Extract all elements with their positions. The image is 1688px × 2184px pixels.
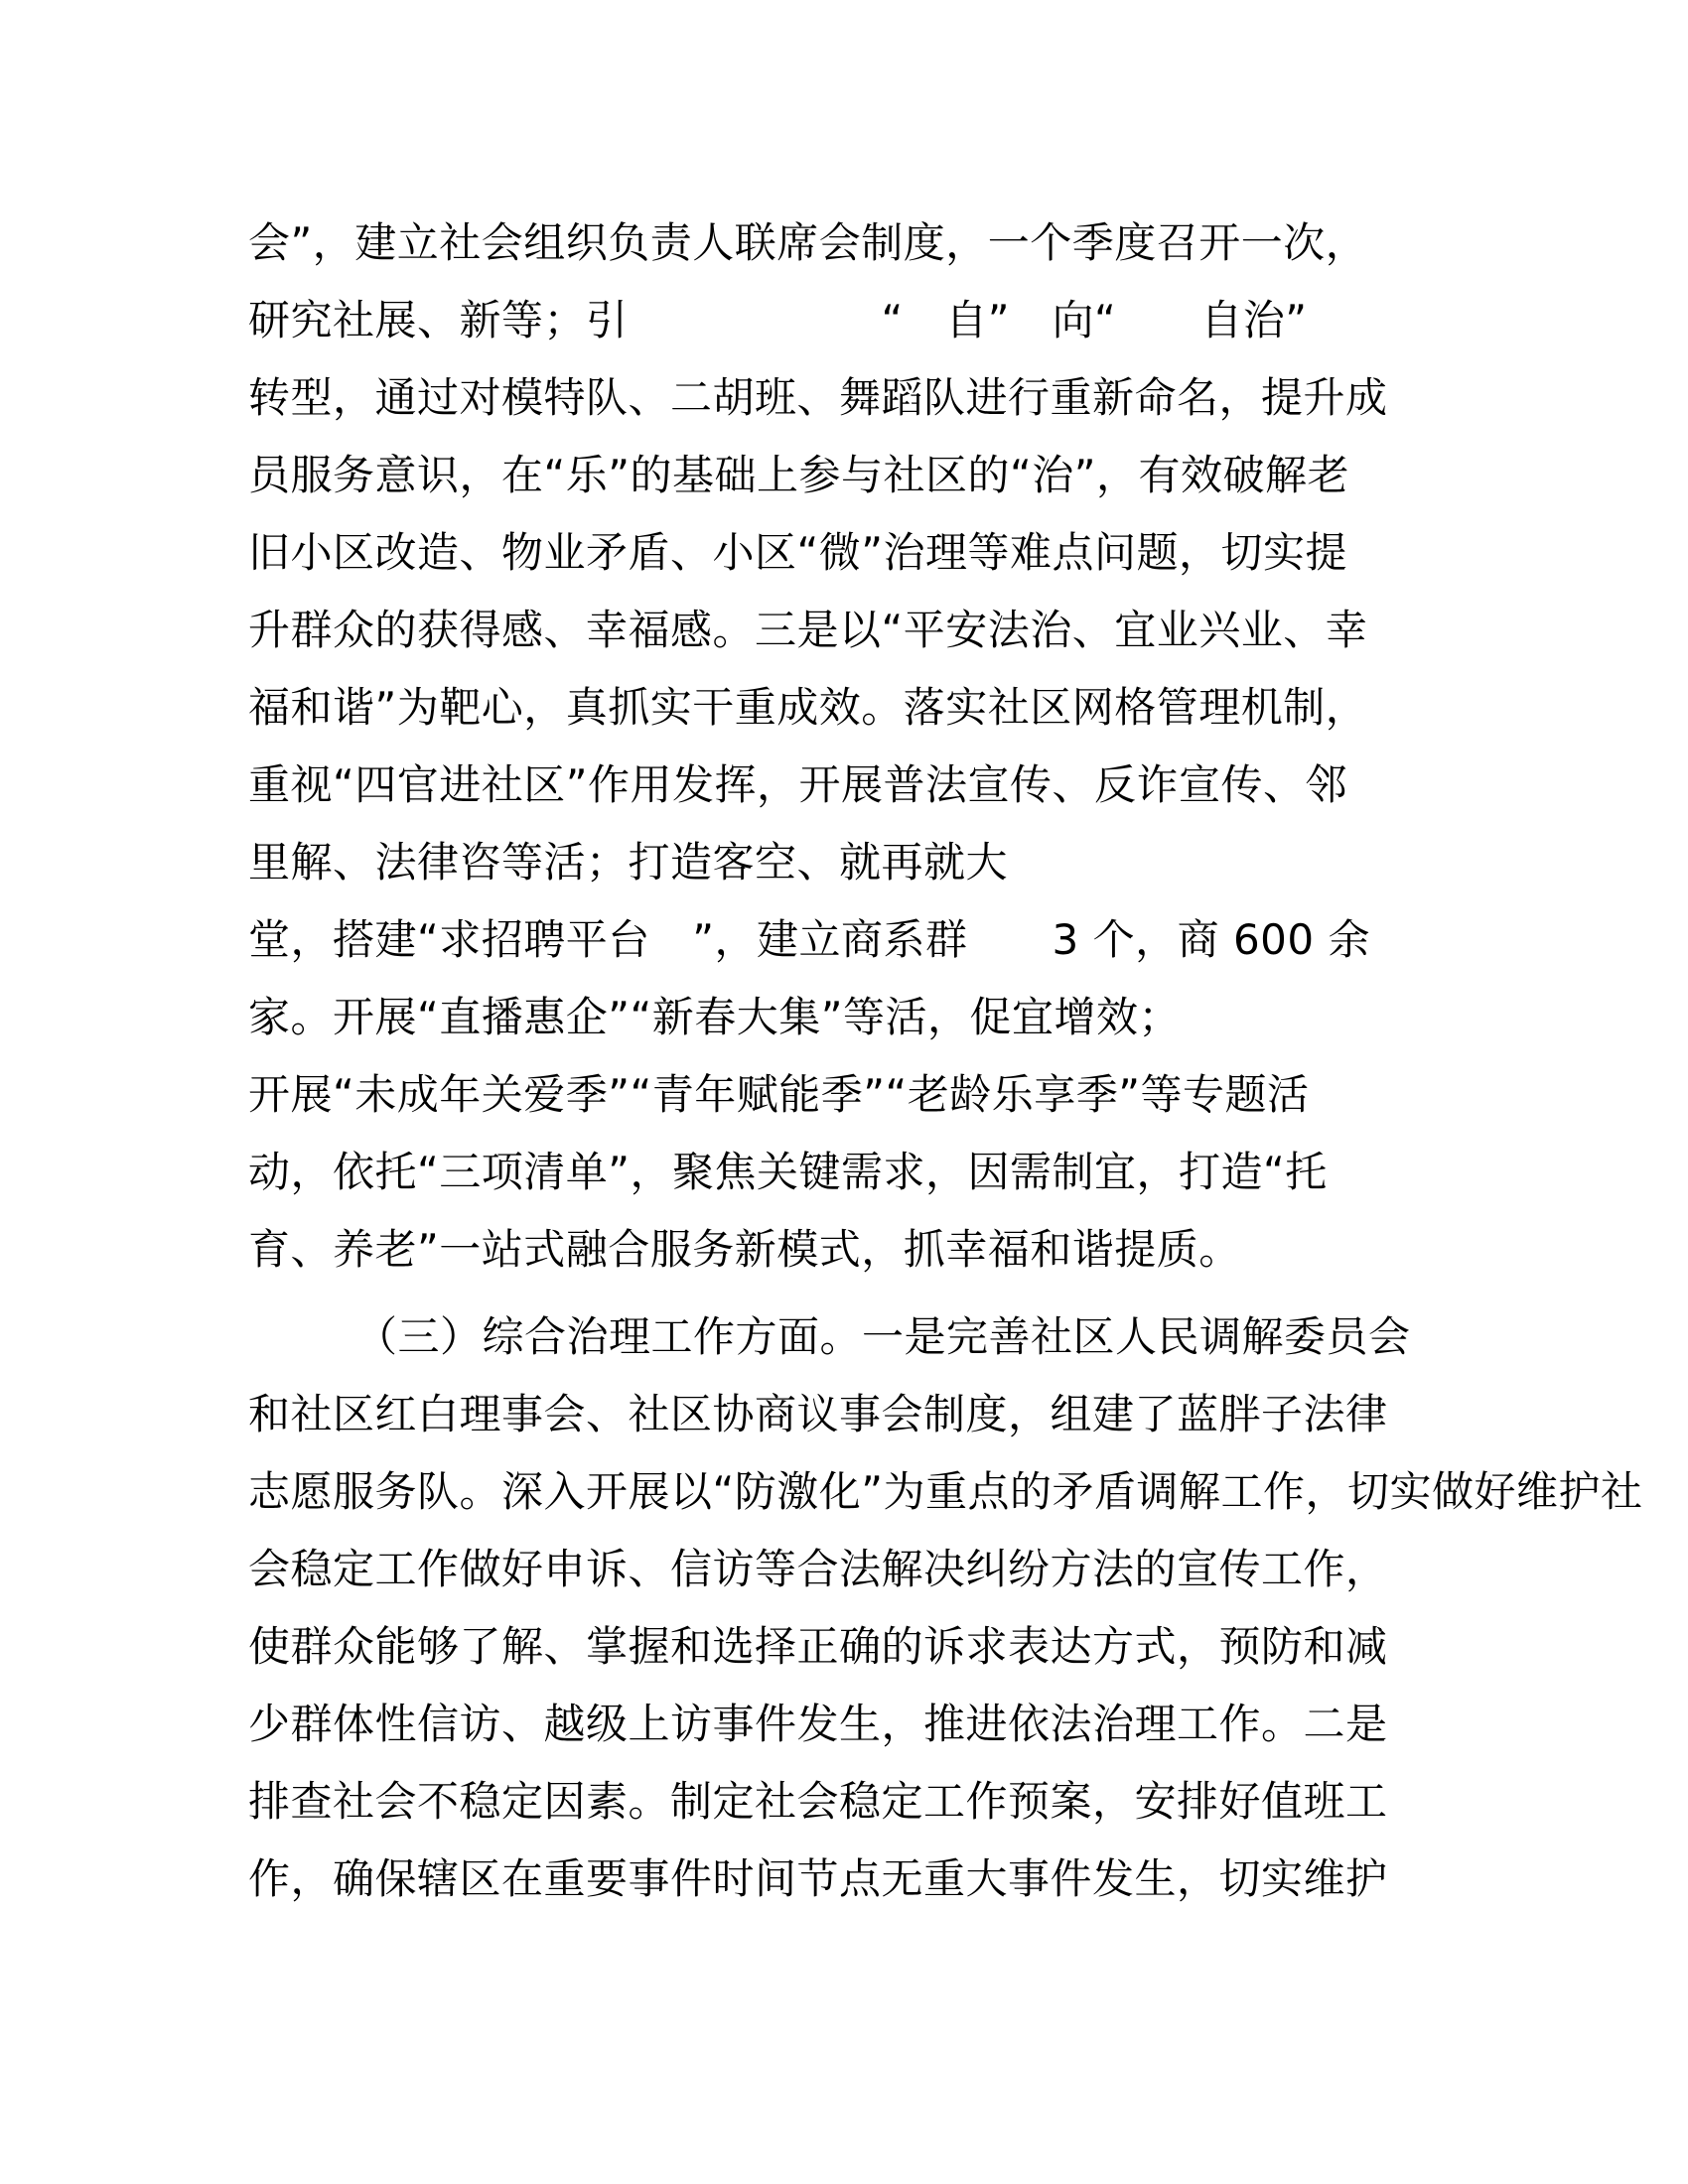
- text-line-16: 和社区红白理事会、社区协商议事会制度，组建了蓝胖子法律: [248, 1390, 1388, 1438]
- text-line-3: 转型，通过对模特队、二胡班、舞蹈队进行重新命名，提升成: [248, 373, 1388, 422]
- text-line-11: 家。开展“直播惠企”“新春大集”等活，促宜增效；: [248, 993, 1182, 1041]
- text-line-6: 升群众的获得感、幸福感。三是以“平安法治、宜业兴业、幸: [248, 606, 1368, 654]
- text-line-21: 排查社会不稳定因素。制定社会稳定工作预案，安排好值班工: [248, 1777, 1388, 1826]
- text-line-4: 员服务意识，在“乐”的基础上参与社区的“治”，有效破解老: [248, 451, 1350, 499]
- text-line-12: 开展“未成年关爱季”“青年赋能季”“老龄乐享季”等专题活: [248, 1070, 1310, 1119]
- section-heading-paragraph: （三）综合治理工作方面。一是完善社区人民调解委员会: [355, 1312, 1411, 1361]
- text-line-9: 里解、法律咨等活；打造客空、就再就大: [248, 838, 1009, 887]
- text-line-8: 重视“四官进社区”作用发挥，开展普法宣传、反诈宣传、邻: [248, 760, 1348, 809]
- text-line-20: 少群体性信访、越级上访事件发生，推进依法治理工作。二是: [248, 1700, 1388, 1748]
- text-line-17: 志愿服务队。深入开展以“防激化”为重点的矛盾调解工作，切实做好维护社: [248, 1467, 1643, 1516]
- text-line-14: 育、养老”一站式融合服务新模式，抓幸福和谐提质。: [248, 1225, 1241, 1274]
- text-line-18: 会稳定工作做好申诉、信访等合法解决纠纷方法的宣传工作，: [248, 1545, 1388, 1593]
- text-line-5: 旧小区改造、物业矛盾、小区“微”治理等难点问题，切实提: [248, 528, 1348, 577]
- text-line-7: 福和谐”为靶心，真抓实干重成效。落实社区网格管理机制，: [248, 683, 1368, 732]
- text-line-19: 使群众能够了解、掌握和选择正确的诉求表达方式，预防和减: [248, 1622, 1388, 1671]
- text-line-13: 动，依托“三项清单”，聚焦关键需求，因需制宜，打造“托: [248, 1148, 1328, 1196]
- text-line-2: 研究社展、新等；引 “ 自” 向“ 自治”: [248, 296, 1308, 344]
- text-line-22: 作，确保辖区在重要事件时间节点无重大事件发生，切实维护: [248, 1854, 1388, 1903]
- text-line-1: 会”，建立社会组织负责人联席会制度，一个季度召开一次，: [248, 218, 1368, 267]
- text-line-10: 堂，搭建“求招聘平台 ”，建立商系群 3 个，商 600 余: [248, 915, 1370, 964]
